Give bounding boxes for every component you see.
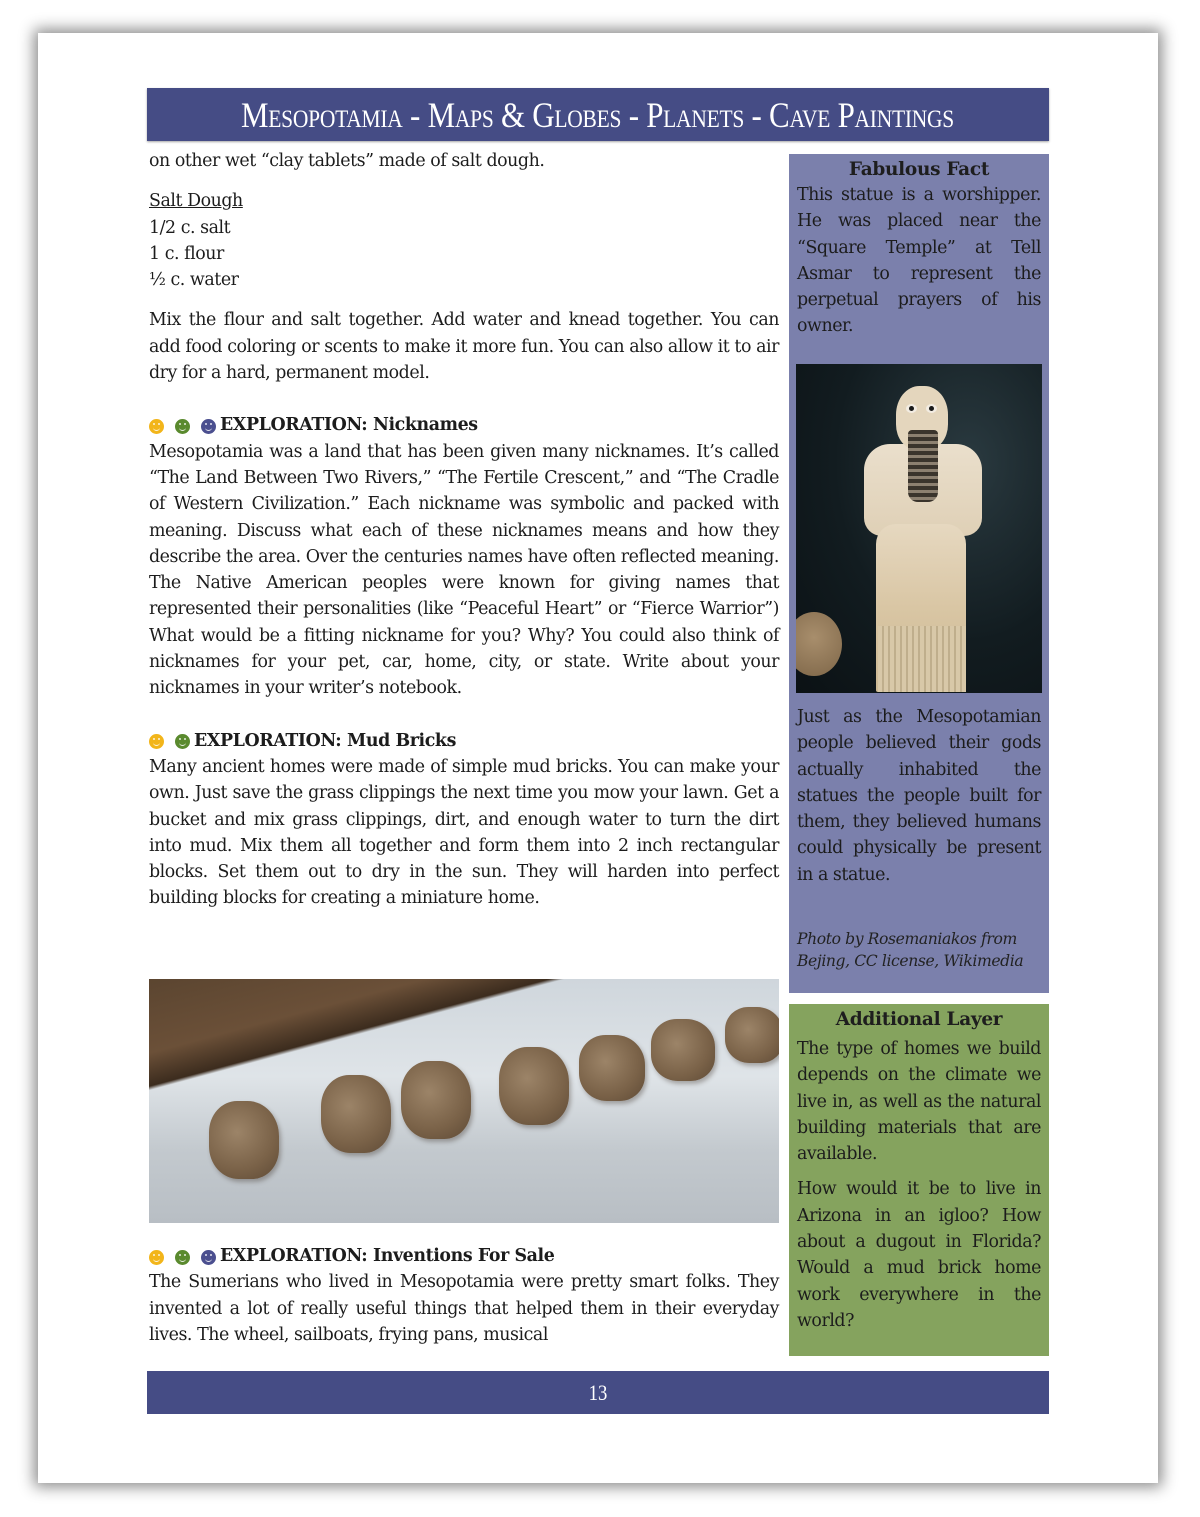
header-bar [147,88,1049,141]
photo-credit-caption: Photo by Rosemaniakos from Bejing, CC license, Wikimedia [797,930,1024,970]
exploration-heading-mud-bricks [149,728,779,754]
additional-layer-title: Additional Layer [835,1009,1003,1030]
smiley-blue-icon [201,419,216,434]
additional-layer-text-2: How would it be to live in Arizona in an igloo? How about a dugout in Florida? Would a mud brick home work everywhere in the world? [797,1179,1041,1331]
smiley-yellow-icon [149,734,164,749]
fabulous-fact-box [789,154,1049,993]
exploration-heading-nicknames [149,412,779,438]
smiley-yellow-icon [149,1250,164,1265]
smiley-green-icon [175,419,190,434]
fabulous-fact-text-2: Just as the Mesopotamian people believed their gods actually inhabited the statues the people built for them, they believed humans could physically be present in a statue. [797,707,1041,885]
smiley-green-icon [175,734,190,749]
recipe-title: Salt Dough [149,191,243,212]
fabulous-fact-text: This statue is a worshipper. He was placed near the “Square Temple” at Tell Asmar to represent the perpetual prayers of his owner. [797,185,1041,337]
page-title: Mesopotamia - Maps & Globes - Planets - Cave Paintings [241,94,955,135]
exploration-title: EXPLORATION: Inventions For Sale [220,1246,555,1266]
exploration-body: The Sumerians who lived in Mesopotamia were pretty smart folks. They invented a lot of really useful things that helped them in their everyday lives. The wheel, sailboats, frying pans, musical [149,1272,779,1345]
recipe-ingredient: 1/2 c. salt [149,217,231,238]
intro-line: on other wet “clay tablets” made of salt dough. [149,151,545,171]
smiley-yellow-icon [149,419,164,434]
smiley-green-icon [175,1250,190,1265]
fabulous-fact-title: Fabulous Fact [848,159,990,180]
exploration-body: Mesopotamia was a land that has been given many nicknames. It’s called “The Land Between Two Rivers,” “The Fertile Crescent,” and “The Cradle of Western Civilization.” Each nickname was symbolic and packed with meaning. Discuss what each of these nicknames means and how they describe the area. Over the centuries names have often reflected meaning. The Native American peoples were known for giving names that represented their personalities (like “Peaceful Heart” or “Fierce Warrior”) What would be a fitting nickname for you? Why? You could also think of nicknames for your pet, car, home, city, or state. Write about your nicknames in your writer’s notebook. [149,441,780,699]
recipe-ingredient: 1 c. flour [149,243,224,264]
main-column [149,148,779,912]
main-column-continued [149,1243,779,1348]
additional-layer-text: The type of homes we build depends on the climate we live in, as well as the natural building materials that are available. [797,1039,1041,1165]
recipe-ingredient: ½ c. water [149,270,239,291]
page-number: 13 [588,1379,608,1405]
statue-photo [796,364,1042,693]
exploration-heading-inventions [149,1243,779,1269]
exploration-title: EXPLORATION: Nicknames [220,415,478,436]
smiley-blue-icon [201,1250,216,1265]
exploration-title: EXPLORATION: Mud Bricks [194,730,456,751]
exploration-body: Many ancient homes were made of simple mud bricks. You can make your own. Just save the grass clippings the next time you mow your lawn. Get a bucket and mix grass clippings, dirt, and enough water to turn the dirt into mud. Mix them all together and form them into 2 inch rectangular blocks. Set them out to dry in the sun. They will harden into perfect building blocks for creating a miniature home. [149,756,779,909]
recipe-instructions: Mix the flour and salt together. Add water and knead together. You can add food coloring or scents to make it more fun. You can also allow it to air dry for a hard, permanent model. [149,310,779,384]
additional-layer-box [789,1004,1049,1356]
mud-bricks-photo [149,979,779,1223]
footer-bar [147,1371,1049,1414]
